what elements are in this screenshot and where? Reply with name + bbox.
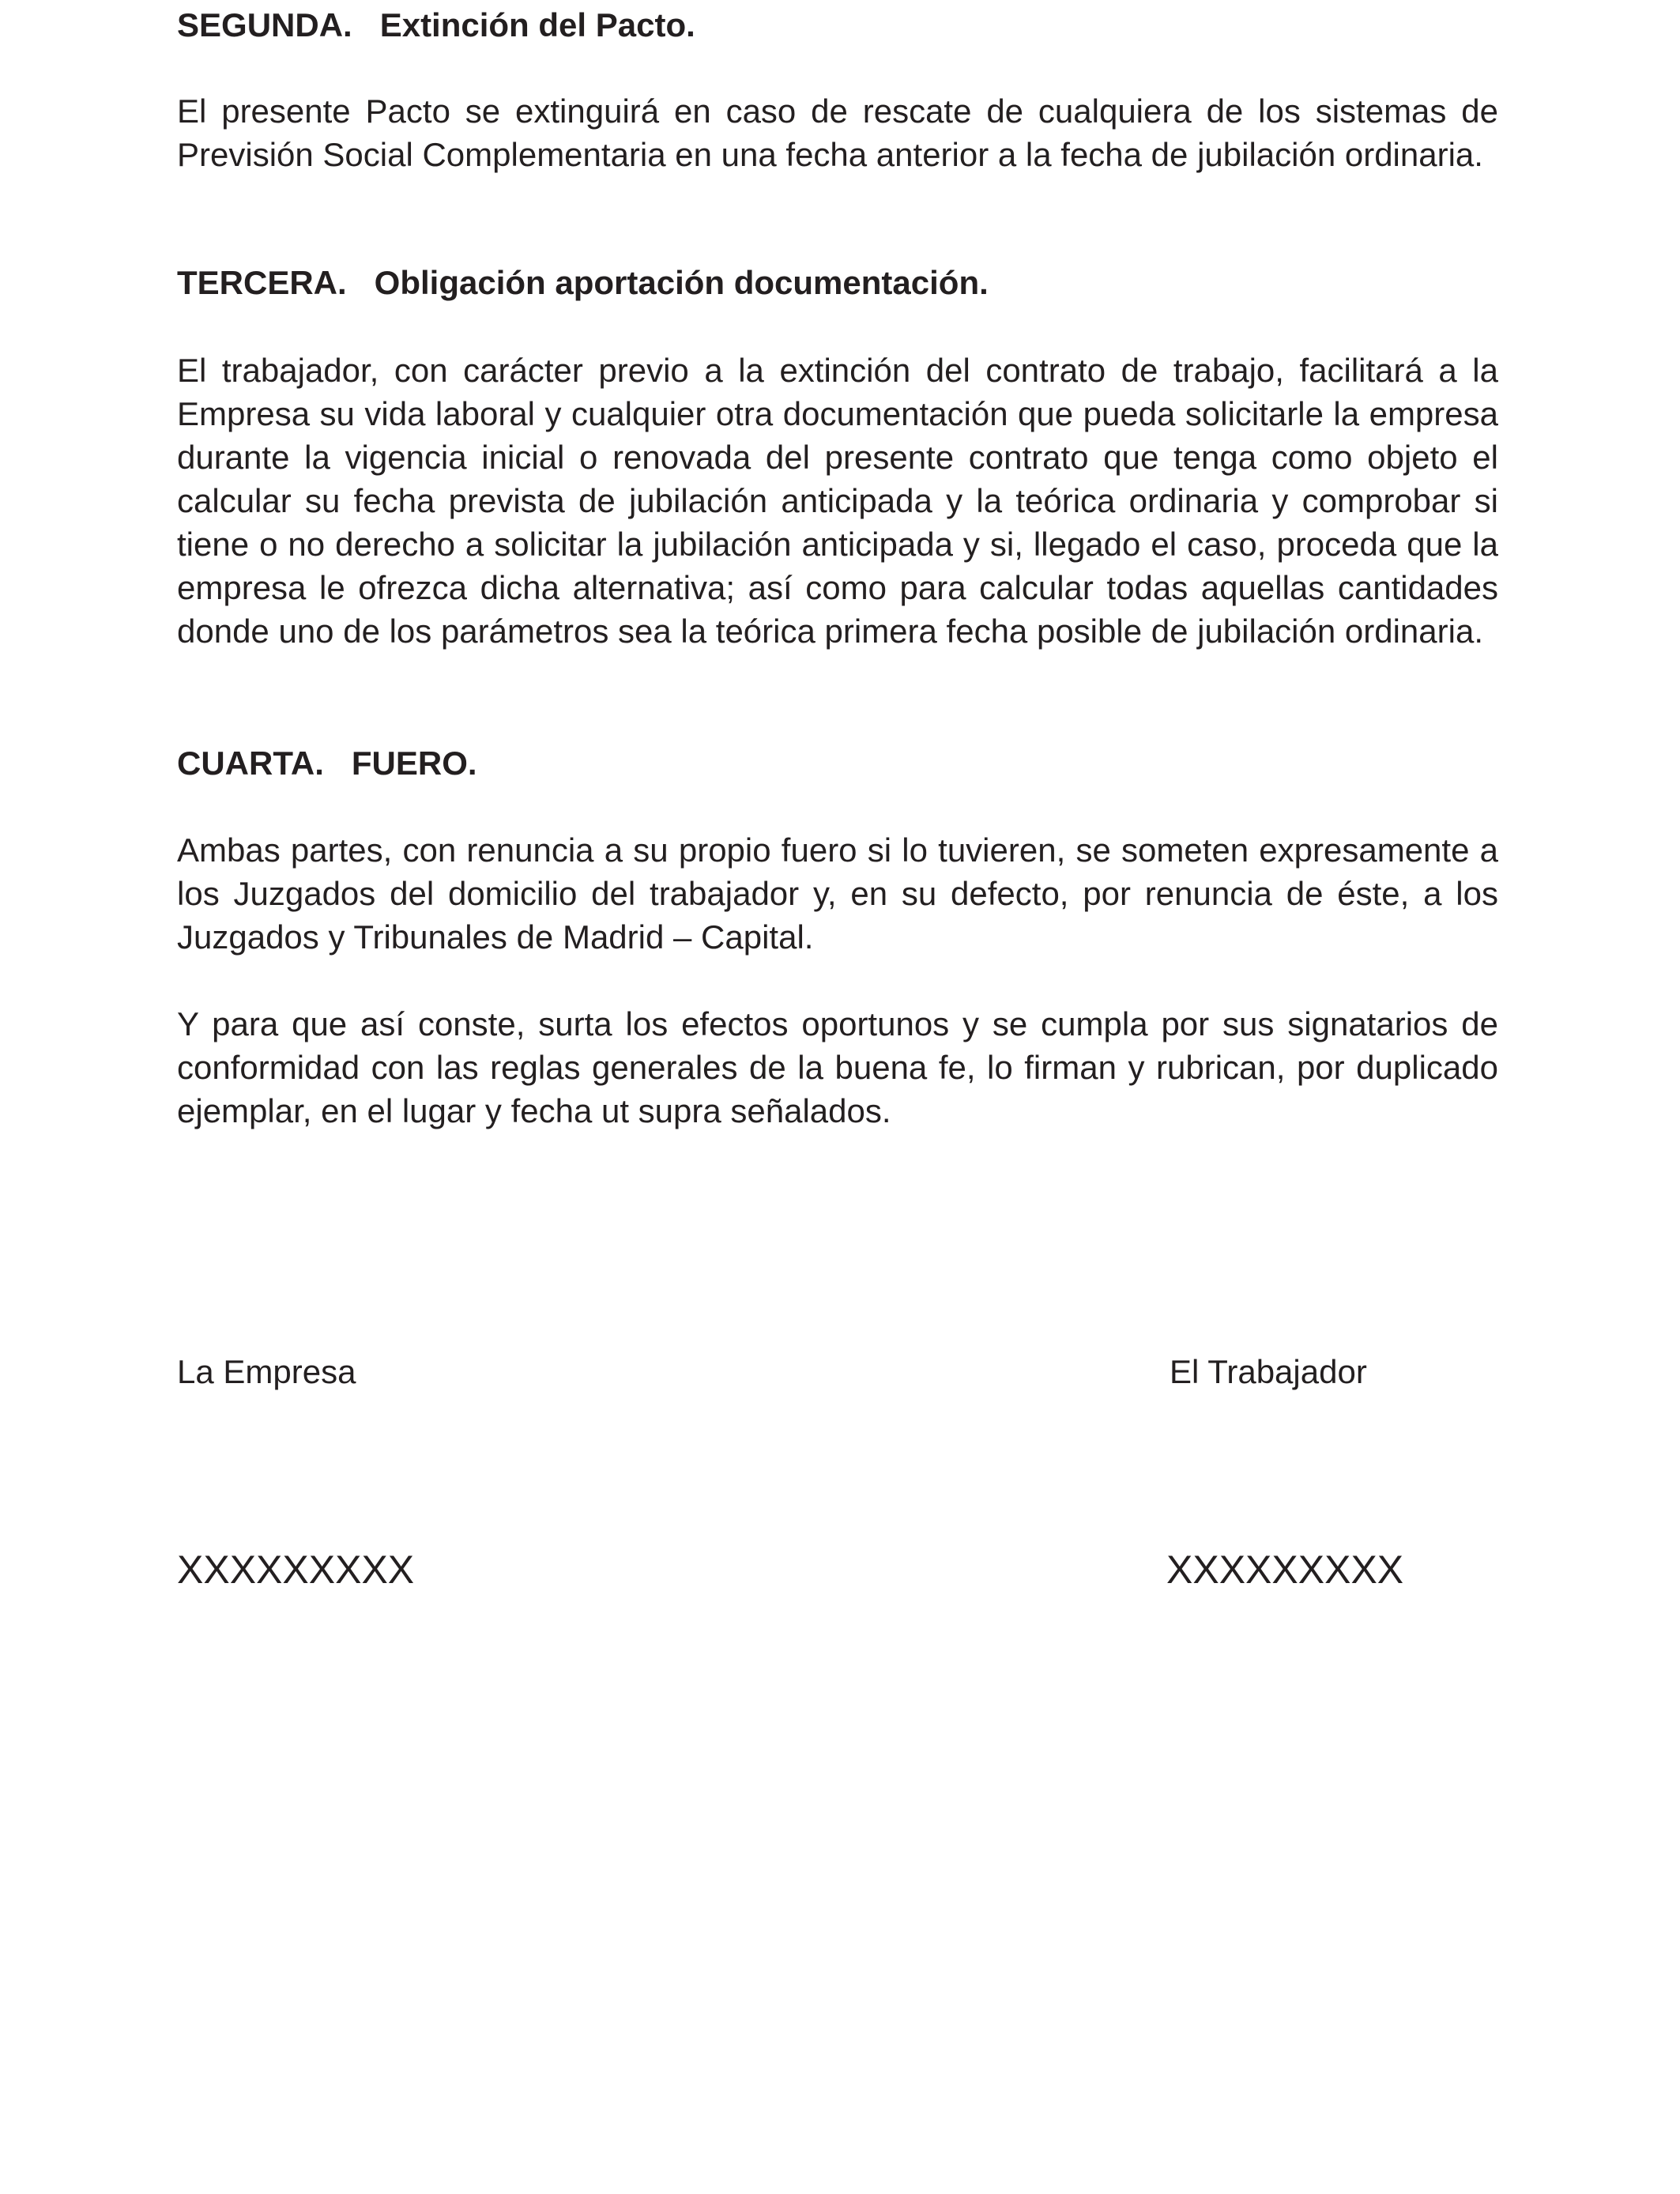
closing-paragraph: Y para que así conste, surta los efectos oportunos y se cumpla por sus signatarios de conformidad con las reglas generales de la buena fe, lo firman y rubrican, por duplicado ejemplar, en el lugar y fecha ut supra señalados.	[177, 1005, 1498, 1129]
section-heading-cuarta: CUARTA. FUERO.	[177, 745, 477, 782]
signature-label-company: La Empresa	[177, 1353, 356, 1390]
signature-name-worker: XXXXXXXXX	[1166, 1547, 1404, 1592]
section-paragraph-segunda: El presente Pacto se extinguirá en caso de rescate de cualquiera de los sistemas de Previsión Social Complementaria en una fecha anterior a la fecha de jubilación ordinaria.	[177, 92, 1498, 173]
section-heading-segunda: SEGUNDA. Extinción del Pacto.	[177, 6, 695, 43]
signature-label-worker: El Trabajador	[1170, 1353, 1367, 1390]
signature-name-company: XXXXXXXXX	[177, 1547, 415, 1592]
section-heading-tercera: TERCERA. Obligación aportación documentación.	[177, 264, 989, 301]
section-paragraph-tercera: El trabajador, con carácter previo a la extinción del contrato de trabajo, facilitará a la Empresa su vida laboral y cualquier otra documentación que pueda solicitarle la empresa durante la vigencia inicial o renovada del presente contrato que tenga como objeto el calcular su fecha prevista de jubilación anticipada y la teórica ordinaria y comprobar si tiene o no derecho a solicitar la jubilación anticipada y si, llegado el caso, proceda que la empresa le ofrezca dicha alternativa; así como para calcular todas aquellas cantidades donde uno de los parámetros sea la teórica primera fecha posible de jubilación ordinaria.	[177, 352, 1498, 650]
section-paragraph-cuarta: Ambas partes, con renuncia a su propio fuero si lo tuvieren, se someten expresamente a los Juzgados del domicilio del trabajador y, en su defecto, por renuncia de éste, a los Juzgados y Tribunales de Madrid – Capital.	[177, 831, 1498, 956]
